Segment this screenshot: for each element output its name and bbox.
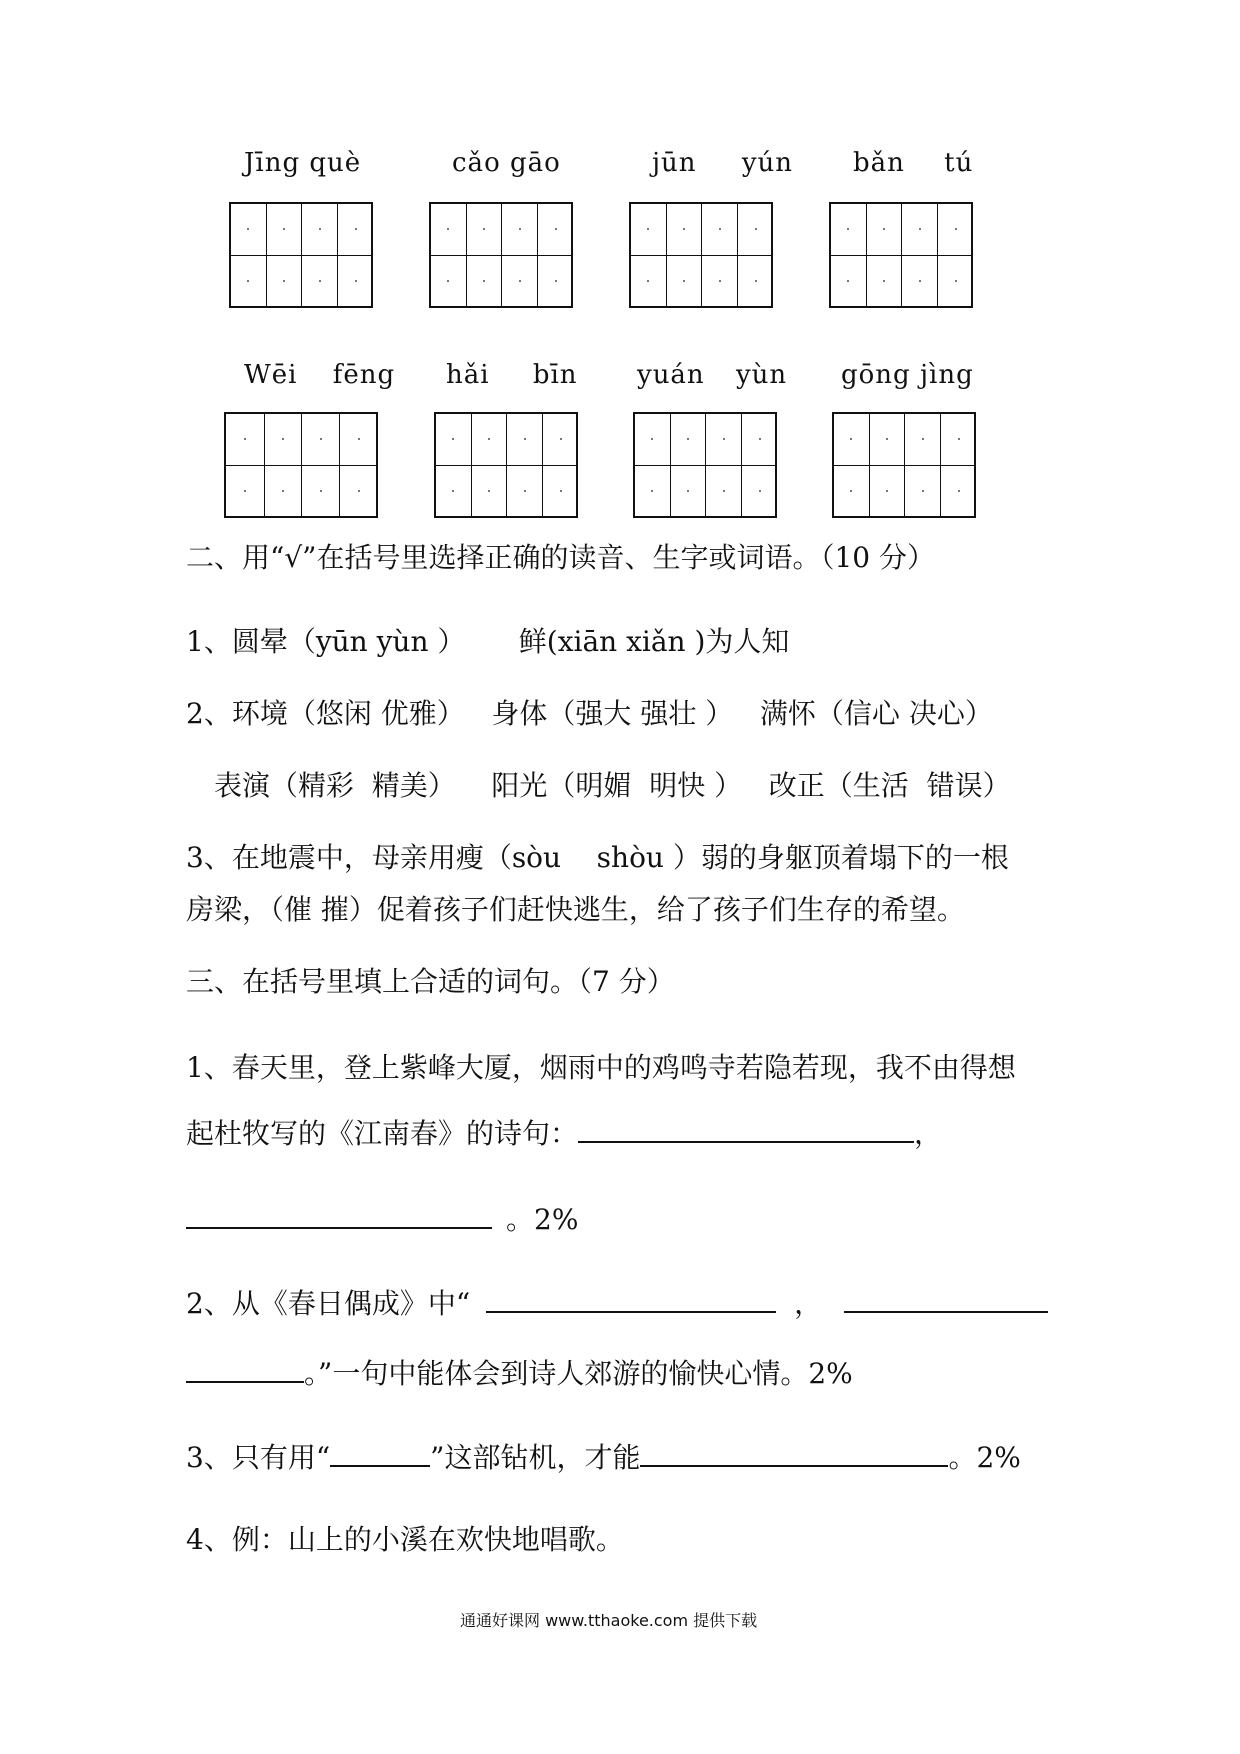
score-mark: 。2%: [506, 1203, 579, 1236]
pinyin-1: Jīng què: [244, 148, 362, 178]
section3-q1-line1: 1、春天里，登上紫峰大厦，烟雨中的鸡鸣寺若隐若现，我不由得想: [186, 1051, 1016, 1084]
section3-q3: [186, 1436, 1021, 1476]
footer-source: 通通好课网 www.tthaoke.com 提供下载: [460, 1611, 758, 1630]
section3-q2-line2: [186, 1352, 853, 1392]
section3-q3-end: 。2%: [948, 1441, 1021, 1474]
answer-blank[interactable]: [330, 1439, 430, 1467]
section2-heading: 二、用“√”在括号里选择正确的读音、生字或词语。（10 分）: [186, 541, 936, 574]
section2-q1: 1、圆晕（yūn yùn ） 鲜(xiān xiǎn )为人知: [186, 625, 790, 658]
section3-q3-start: 3、只有用“: [186, 1441, 331, 1474]
section2-q3-line2: 房梁，（催 摧）促着孩子们赶快逃生，给了孩子们生存的希望。: [186, 893, 965, 926]
answer-blank[interactable]: [186, 1201, 492, 1229]
section2-q2-line1: 2、环境（悠闲 优雅） 身体（强大 强壮 ） 满怀（信心 决心）: [186, 697, 993, 730]
writing-grid[interactable]: [229, 202, 373, 308]
writing-grid[interactable]: [832, 412, 976, 518]
comma: ，: [794, 1287, 823, 1320]
section3-q1-line2: [186, 1112, 942, 1152]
section3-q3-mid: ”这部钻机，才能: [430, 1441, 641, 1474]
answer-blank[interactable]: [578, 1115, 914, 1143]
comma: ，: [914, 1117, 943, 1150]
section2-q3-line1: 3、在地震中，母亲用瘦（sòu shòu ）弱的身躯顶着塌下的一根: [186, 841, 1009, 874]
pinyin-2: cǎo gāo: [452, 148, 561, 178]
writing-grid[interactable]: [829, 202, 973, 308]
section3-q1-line3: [186, 1198, 578, 1238]
section3-q2-end: 。”一句中能体会到诗人郊游的愉快心情。2%: [304, 1357, 853, 1390]
section3-heading: 三、在括号里填上合适的词句。（7 分）: [186, 965, 675, 998]
pinyin-7: yuán yùn: [637, 360, 788, 390]
pinyin-3: jūn yún: [652, 148, 793, 178]
pinyin-8: gōng jìng: [841, 360, 974, 390]
section3-q1-text: 起杜牧写的《江南春》的诗句：: [186, 1117, 579, 1150]
writing-grid[interactable]: [429, 202, 573, 308]
pinyin-6: hǎi bīn: [446, 360, 578, 390]
writing-grid[interactable]: [629, 202, 773, 308]
answer-blank[interactable]: [844, 1285, 1048, 1313]
pinyin-4: bǎn tú: [853, 148, 974, 178]
writing-grid[interactable]: [224, 412, 378, 518]
section3-q2-line1: [186, 1282, 1048, 1322]
writing-grid[interactable]: [633, 412, 777, 518]
section3-q2-text: 2、从《春日偶成》中“: [186, 1287, 471, 1320]
section3-q4: 4、例：山上的小溪在欢快地唱歌。: [186, 1523, 624, 1556]
answer-blank[interactable]: [640, 1439, 948, 1467]
answer-blank[interactable]: [186, 1355, 304, 1383]
answer-blank[interactable]: [486, 1285, 776, 1313]
pinyin-5: Wēi fēng: [244, 360, 396, 390]
section2-q2-line2: 表演（精彩 精美） 阳光（明媚 明快 ） 改正（生活 错误）: [214, 769, 1011, 802]
writing-grid[interactable]: [434, 412, 578, 518]
